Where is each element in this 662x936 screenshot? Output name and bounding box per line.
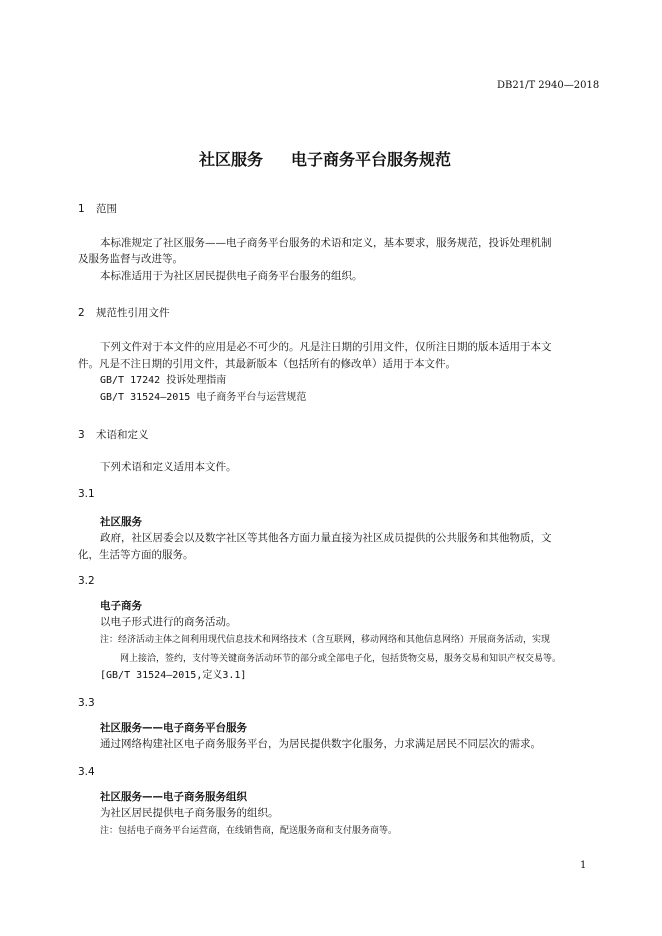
term-number: 3.4	[78, 766, 95, 778]
term-definition: 政府，社区居委会以及数字社区等其他各方面力量直接为社区成员提供的公共服务和其他物质，文	[100, 532, 552, 544]
section-number: 3	[78, 429, 85, 441]
section-title: 范围	[96, 203, 117, 215]
paragraph: 本标准适用于为社区居民提供电子商务平台服务的组织。	[100, 270, 363, 282]
term-number: 3.1	[78, 488, 95, 500]
section-title: 术语和定义	[96, 429, 149, 441]
paragraph: 下列术语和定义适用本文件。	[100, 461, 237, 473]
reference-item: GB/T 17242 投诉处理指南	[100, 375, 227, 386]
term-note: 注：包括电子商务平台运营商，在线销售商，配送服务商和支付服务商等。	[100, 826, 398, 836]
term-name: 社区服务	[100, 516, 142, 528]
term-number: 3.2	[78, 575, 95, 587]
term-note: 注：经济活动主体之间利用现代信息技术和网络技术（含互联网，移动网络和其他信息网络）开展商务活动，实现	[100, 635, 551, 645]
section-title: 规范性引用文件	[96, 307, 170, 319]
term-number: 3.3	[78, 697, 95, 709]
section-number: 2	[78, 307, 85, 319]
term-source: [GB/T 31524—2015,定义3.1]	[100, 670, 247, 681]
title-part-1: 社区服务	[199, 150, 264, 169]
term-definition: 以电子形式进行的商务活动。	[100, 616, 237, 628]
term-definition: 为社区居民提供电子商务服务的组织。	[100, 807, 279, 819]
reference-item: GB/T 31524—2015 电子商务平台与运营规范	[100, 392, 307, 403]
term-definition: 通过网络构建社区电子商务服务平台，为居民提供数字化服务，力求满足居民不同层次的需求。	[100, 738, 541, 750]
paragraph: 及服务监督与改进等。	[78, 253, 183, 265]
term-name: 社区服务——电子商务平台服务	[100, 722, 247, 734]
section-heading-scope	[78, 201, 117, 216]
page-title	[199, 147, 451, 170]
term-definition: 化，生活等方面的服务。	[78, 549, 194, 561]
term-name: 电子商务	[100, 600, 142, 612]
section-number: 1	[78, 203, 85, 215]
term-note: 网上接洽，签约，支付等关键商务活动环节的部分或全部电子化，包括货物交易，服务交易和知识产权交易等。	[120, 654, 562, 664]
term-name: 社区服务——电子商务服务组织	[100, 791, 247, 803]
paragraph: 下列文件对于本文件的应用是必不可少的。凡是注日期的引用文件，仅所注日期的版本适用于本文	[100, 341, 552, 353]
page-number: 1	[580, 860, 587, 871]
paragraph: 件。凡是不注日期的引用文件，其最新版本（包括所有的修改单）适用于本文件。	[78, 358, 456, 370]
paragraph: 本标准规定了社区服务——电子商务平台服务的术语和定义，基本要求，服务规范，投诉处理机制	[100, 237, 552, 249]
document-code: DB21/T 2940—2018	[497, 80, 600, 91]
section-heading-normative-references	[78, 305, 170, 320]
title-part-2: 电子商务平台服务规范	[291, 150, 452, 169]
section-heading-terms	[78, 427, 149, 442]
